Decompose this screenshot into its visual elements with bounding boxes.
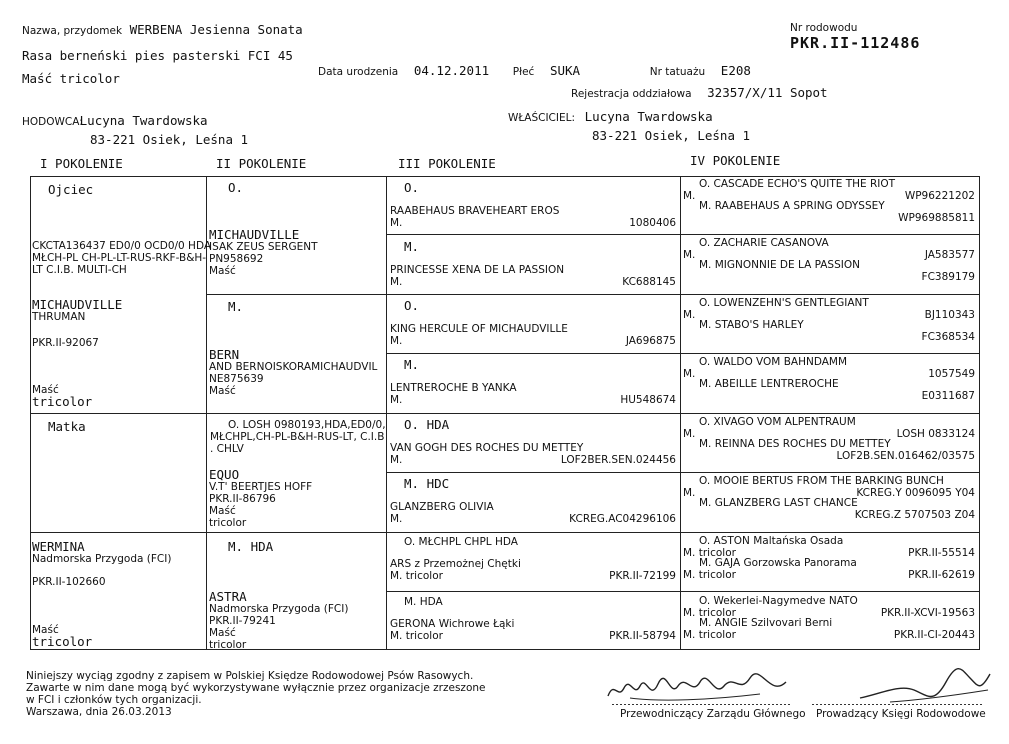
gen2-color-label: Maść xyxy=(209,265,236,277)
pedigree-label: Nr rodowodu xyxy=(790,22,858,34)
gen2-kennel: ASTRA xyxy=(209,589,247,604)
sire-name-block xyxy=(32,299,122,323)
registrar-label: Prowadzący Księgi Rodowodowe xyxy=(816,708,986,720)
gen4-reg: FC368534 xyxy=(921,331,975,343)
gen2-title-line: O. LOSH 0980193,HDA,ED0/0, xyxy=(228,419,386,431)
pedigree-number: PKR.II-112486 xyxy=(790,34,921,52)
gen4-sire: O. Wekerlei-Nagymedve NATO xyxy=(699,595,858,607)
sire-color: tricolor xyxy=(32,394,93,409)
gen2-divider-1 xyxy=(206,294,386,295)
sire-title-line: CKCTA136437 ED0/0 OCD0/0 HDA xyxy=(32,240,212,252)
certification-line: Zawarte w nim dane mogą być wykorzystywane wyłącznie przez organizacje zrzeszone xyxy=(26,682,486,694)
gen3-name: RAABEHAUS BRAVEHEART EROS xyxy=(390,205,560,217)
gen3-name: GLANZBERG OLIVIA xyxy=(390,501,494,513)
gen3-reg: LOF2BER.SEN.024456 xyxy=(560,454,676,466)
gen4-dam-footer xyxy=(683,569,975,581)
gen4-dam: M. STABO'S HARLEY xyxy=(699,319,804,331)
gen4-reg: WP969885811 xyxy=(898,212,975,224)
color-label: Maść xyxy=(22,71,53,86)
birth-label: Data urodzenia xyxy=(318,66,399,78)
dam-color-block xyxy=(32,624,92,648)
gen2-divider-2 xyxy=(206,413,386,414)
gen3-name: ARS z Przemożnej Chętki xyxy=(390,558,521,570)
gen3-footer xyxy=(390,276,676,288)
breeder-block xyxy=(22,110,248,148)
certification-line: Niniejszy wyciąg zgodny z zapisem w Polskiej Księdze Rodowodowej Psów Rasowych. xyxy=(26,670,474,682)
certification-line: Warszawa, dnia 26.03.2013 xyxy=(26,706,172,718)
gen4-sex: M. tricolor xyxy=(683,569,736,581)
color-row xyxy=(22,71,120,86)
gen2-cell-4 xyxy=(209,591,348,651)
tattoo-label: Nr tatuażu xyxy=(649,66,706,78)
sex-label: Płeć xyxy=(512,66,535,78)
gen3-prefix: M. xyxy=(404,239,420,254)
gen4-cell-6 xyxy=(683,475,975,521)
gen4-sex: M. xyxy=(683,190,696,202)
gen3-footer xyxy=(390,513,676,525)
gen4-reg: LOSH 0833124 xyxy=(896,428,975,440)
owner-label: WŁAŚCICIEL: xyxy=(508,112,576,124)
gen-header-2: II POKOLENIE xyxy=(216,156,307,171)
gen4-sire: O. LOWENZEHN'S GENTLEGIANT xyxy=(699,297,869,309)
gen4-reg: PKR.II-62619 xyxy=(908,569,975,581)
gen2-kennel: EQUO xyxy=(209,467,240,482)
birth-row xyxy=(318,60,751,79)
gen2-color: tricolor xyxy=(209,639,247,651)
gen3-sex: M. xyxy=(390,335,403,347)
gen2-name: Nadmorska Przygoda (FCI) xyxy=(209,603,349,615)
gen4-sex: M. xyxy=(683,428,696,440)
gen2-reg: PKR.II-86796 xyxy=(209,493,276,505)
gen4-sire: O. WALDO VOM BAHNDAMM xyxy=(699,356,848,368)
pedigree-block xyxy=(790,22,920,52)
gen3-footer xyxy=(390,454,676,466)
gen2-divider-3 xyxy=(206,532,386,533)
breed-value: berneński pies pasterski FCI 45 xyxy=(59,48,293,63)
dam-name-block xyxy=(32,541,171,565)
gen3-sex: M. xyxy=(390,513,403,525)
gen3-sex: M. xyxy=(390,454,403,466)
sire-label: Ojciec xyxy=(48,182,94,197)
gen1-divider xyxy=(30,413,206,414)
gen3-cell-6 xyxy=(390,476,676,525)
color-value: tricolor xyxy=(59,71,120,86)
row-divider-1 xyxy=(386,234,980,235)
gen3-cell-2 xyxy=(390,239,676,288)
gen2-title-line: MŁCHPL,CH-PL-B&H-RUS-LT, C.I.B xyxy=(210,431,385,443)
owner-block xyxy=(508,106,750,144)
signature-line-1 xyxy=(612,704,792,705)
gen4-cell-1 xyxy=(683,178,975,224)
gen4-cell-7 xyxy=(683,535,975,581)
gen3-name: VAN GOGH DES ROCHES DU METTEY xyxy=(390,442,584,454)
gen4-sire: O. MOOIE BERTUS FROM THE BARKING BUNCH xyxy=(699,475,944,487)
signature-line-2 xyxy=(812,704,982,705)
gen4-reg: WP96221202 xyxy=(904,190,975,202)
name-label: Nazwa, przydomek xyxy=(22,25,123,37)
breeder-name: Lucyna Twardowska xyxy=(79,113,208,128)
gen3-sex: M. tricolor xyxy=(390,570,443,582)
branch-reg-value: 32357/X/11 Sopot xyxy=(707,85,828,100)
dam-color: tricolor xyxy=(32,634,93,649)
gen2-prefix: O. xyxy=(228,180,244,195)
gen4-sex: M. tricolor xyxy=(683,547,736,559)
owner-name: Lucyna Twardowska xyxy=(584,109,713,124)
gen4-dam: M. ABEILLE LENTREROCHE xyxy=(699,378,839,390)
gen3-cell-4 xyxy=(390,357,676,406)
sire-color-label: Maść xyxy=(32,384,59,396)
gen2-reg: PN958692 xyxy=(209,253,264,265)
gen3-sex: M. tricolor xyxy=(390,630,443,642)
gen4-cell-8 xyxy=(683,595,975,641)
gen4-sex: M. xyxy=(683,368,696,380)
gen3-prefix: O. xyxy=(404,298,420,313)
signature-registrar xyxy=(850,664,995,708)
gen4-reg: BJ110343 xyxy=(924,309,975,321)
gen2-color-label: Maść xyxy=(209,505,236,517)
gen4-dam: M. REINNA DES ROCHES DU METTEY xyxy=(699,438,891,450)
gen4-cell-4 xyxy=(683,356,975,402)
dam-name: WERMINA xyxy=(32,539,85,554)
gen4-reg: 1057549 xyxy=(928,368,975,380)
breed-row xyxy=(22,48,293,63)
gen3-footer xyxy=(390,630,676,642)
gen3-name: KING HERCULE OF MICHAUDVILLE xyxy=(390,323,568,335)
gen3-reg: 1080406 xyxy=(629,217,676,229)
gen3-cell-3 xyxy=(390,298,676,347)
gen3-name: GERONA Wichrowe Łąki xyxy=(390,618,515,630)
gen4-cell-2 xyxy=(683,237,975,283)
gen4-sex: M. tricolor xyxy=(683,629,736,641)
gen3-prefix: M. HDC xyxy=(404,476,450,491)
sire-reg: PKR.II-92067 xyxy=(32,337,99,349)
gen4-sex: M. xyxy=(683,487,696,499)
row-divider-4 xyxy=(386,413,980,414)
gen4-sex: M. tricolor xyxy=(683,607,736,619)
gen3-name: LENTREROCHE B YANKA xyxy=(390,382,517,394)
gen4-reg: FC389179 xyxy=(921,271,975,283)
breeder-address: 83-221 Osiek, Leśna 1 xyxy=(90,132,249,147)
breed-label: Rasa xyxy=(22,48,53,63)
gen4-reg: E0311687 xyxy=(921,390,975,402)
gen4-dam-footer xyxy=(683,629,975,641)
gen4-cell-5 xyxy=(683,416,975,462)
gen2-title-line: . CHLV xyxy=(210,443,244,455)
breeder-label: HODOWCA: xyxy=(22,116,83,128)
dam-label: Matka xyxy=(48,419,86,434)
gen4-sex: M. xyxy=(683,249,696,261)
gen3-prefix: M. xyxy=(404,357,420,372)
name-row xyxy=(22,22,303,37)
dog-name: WERBENA Jesienna Sonata xyxy=(129,22,303,37)
gen2-reg: NE875639 xyxy=(209,373,264,385)
gen3-sex: M. xyxy=(390,217,403,229)
gen3-prefix: O. xyxy=(404,180,420,195)
certification-line: w FCI i członków tych organizacji. xyxy=(26,694,202,706)
sire-name: THRUMAN xyxy=(32,311,86,323)
gen3-sex: M. xyxy=(390,276,403,288)
row-divider-5 xyxy=(386,472,980,473)
gen2-kennel: BERN xyxy=(209,347,240,362)
chairman-label: Przewodniczący Zarządu Głównego xyxy=(620,708,806,720)
gen3-cell-7 xyxy=(390,536,676,582)
sire-kennel: MICHAUDVILLE xyxy=(32,297,123,312)
gen4-dam: M. MIGNONNIE DE LA PASSION xyxy=(699,259,860,271)
gen4-dam: M. GAJA Gorzowska Panorama xyxy=(699,557,857,569)
gen-header-1: I POKOLENIE xyxy=(40,156,123,171)
gen3-reg: JA696875 xyxy=(625,335,676,347)
gen4-sire: O. CASCADE ECHO'S QUITE THE RIOT xyxy=(699,178,896,190)
sex-value: SUKA xyxy=(549,63,581,78)
row-divider-7 xyxy=(386,591,980,592)
gen3-footer xyxy=(390,394,676,406)
gen4-sex: M. xyxy=(683,309,696,321)
gen4-cell-3 xyxy=(683,297,975,343)
gen4-sire: O. XIVAGO VOM ALPENTRAUM xyxy=(699,416,856,428)
gen2-kennel: MICHAUDVILLE xyxy=(209,227,300,242)
gen2-prefix: M. HDA xyxy=(228,539,274,554)
gen1-divider-2 xyxy=(30,532,206,533)
gen4-reg: KCREG.Y 0096095 Y04 xyxy=(856,487,975,499)
sire-color-block xyxy=(32,384,92,408)
gen3-reg: KCREG.AC04296106 xyxy=(569,513,676,525)
gen4-reg: JA583577 xyxy=(924,249,975,261)
gen4-reg: LOF2B.SEN.016462/03575 xyxy=(836,450,975,462)
gen4-sire: O. ASTON Maltańska Osada xyxy=(699,535,844,547)
gen3-name: PRINCESSE XENA DE LA PASSION xyxy=(390,264,565,276)
gen2-name: V.T' BEERTJES HOFF xyxy=(209,481,313,493)
gen4-dam: M. RAABEHAUS A SPRING ODYSSEY xyxy=(699,200,885,212)
gen4-sire: O. ZACHARIE CASANOVA xyxy=(699,237,829,249)
gen3-cell-8 xyxy=(390,596,676,642)
gen4-reg: PKR.II-CI-20443 xyxy=(893,629,975,641)
gen3-footer xyxy=(390,217,676,229)
gen2-cell-1 xyxy=(209,229,318,277)
branch-reg-row xyxy=(571,82,828,101)
gen4-reg: PKR.II-55514 xyxy=(908,547,975,559)
gen2-name: ISAK ZEUS SERGENT xyxy=(209,241,318,253)
gen3-reg: PKR.II-72199 xyxy=(609,570,676,582)
gen3-footer xyxy=(390,335,676,347)
gen3-footer xyxy=(390,570,676,582)
tattoo-value: E208 xyxy=(720,63,751,78)
birth-value: 04.12.2011 xyxy=(413,63,490,78)
gen3-sex: M. xyxy=(390,394,403,406)
certification-text xyxy=(26,670,485,718)
gen3-cell-5 xyxy=(390,417,676,466)
gen2-prefix: M. xyxy=(228,299,244,314)
dam-color-label: Maść xyxy=(32,624,59,636)
gen4-dam: M. ANGIE Szilvovari Berni xyxy=(699,617,833,629)
gen3-reg: KC688145 xyxy=(622,276,676,288)
row-divider-2 xyxy=(386,294,980,295)
gen-header-4: IV POKOLENIE xyxy=(690,153,781,168)
signature-chairman xyxy=(600,668,800,708)
dam-reg: PKR.II-102660 xyxy=(32,576,106,588)
sire-titles xyxy=(32,240,211,276)
dam-kennel: Nadmorska Przygoda (FCI) xyxy=(32,553,172,565)
gen2-name: AND BERNOISKORAMICHAUDVIL xyxy=(209,361,378,373)
gen4-dam: M. GLANZBERG LAST CHANCE xyxy=(699,497,858,509)
gen3-reg: PKR.II-58794 xyxy=(609,630,676,642)
gen2-color-label: Maść xyxy=(209,627,236,639)
gen3-prefix: M. HDA xyxy=(404,596,443,608)
gen2-color: tricolor xyxy=(209,517,247,529)
gen2-color-label: Maść xyxy=(209,385,236,397)
gen3-prefix: O. HDA xyxy=(404,417,450,432)
sire-title-line: LT C.I.B. MULTI-CH xyxy=(32,264,127,276)
owner-address: 83-221 Osiek, Leśna 1 xyxy=(592,128,751,143)
row-divider-6 xyxy=(386,532,980,533)
gen2-titles xyxy=(210,419,386,455)
gen3-prefix: O. MŁCHPL CHPL HDA xyxy=(404,536,518,548)
row-divider-3 xyxy=(386,353,980,354)
gen-header-3: III POKOLENIE xyxy=(398,156,496,171)
sire-title-line: MŁCH-PL CH-PL-LT-RUS-RKF-B&H- xyxy=(32,252,207,264)
branch-reg-label: Rejestracja oddziałowa xyxy=(571,88,692,100)
gen3-reg: HU548674 xyxy=(620,394,676,406)
gen4-reg: PKR.II-XCVI-19563 xyxy=(880,607,975,619)
gen2-cell-3 xyxy=(209,469,312,529)
gen2-reg: PKR.II-79241 xyxy=(209,615,276,627)
gen4-reg: KCREG.Z 5707503 Z04 xyxy=(854,509,975,521)
gen2-cell-2 xyxy=(209,349,377,397)
gen3-cell-1 xyxy=(390,180,676,229)
